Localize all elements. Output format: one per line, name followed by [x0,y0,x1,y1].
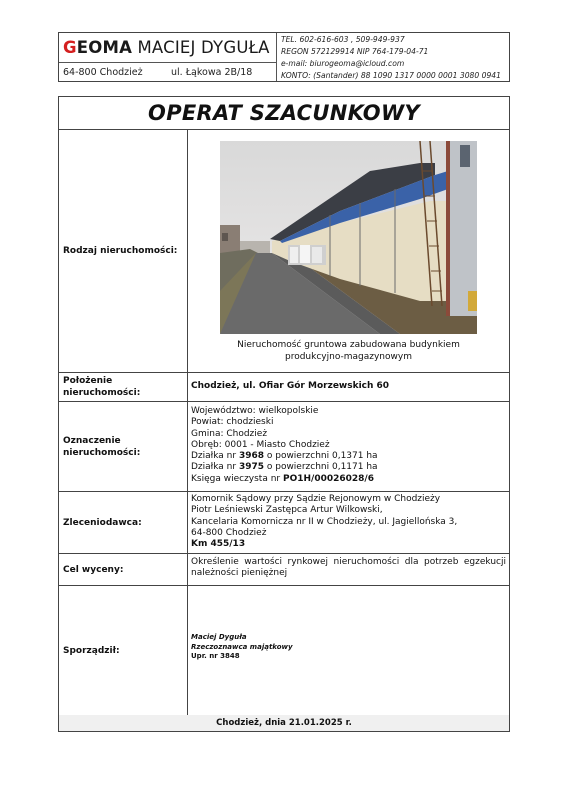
row-prepared-by [59,586,509,717]
signature-block [191,633,293,662]
caption-line-2: produkcyjno-magazynowym [285,352,412,362]
voivodeship: Województwo: wielkopolskie [191,406,319,416]
municipality: Gmina: Chodzież [191,428,268,439]
email: e-mail: biurogeoma@icloud.com [281,59,405,68]
photo-caption [188,339,509,363]
parcel-1-number: 3968 [238,451,264,462]
row-location [59,373,509,402]
label-designation-line-1: Oznaczenie [63,435,121,446]
label-purpose: Cel wyceny: [59,554,188,585]
license-number: Upr. nr 3848 [191,652,240,660]
company-brand [59,33,276,63]
value-prepared-by [188,586,509,716]
label-designation-line-2: nieruchomości: [63,447,141,458]
brand-owner: MACIEJ DYGUŁA [137,38,270,57]
parcel-1 [191,451,507,462]
place-date: Chodzież, dnia 21.01.2025 r. [216,718,352,728]
land-register-number: PO1H/00026028/6 [282,473,374,484]
client-line-4: 64-800 Chodzież [191,527,267,538]
parcel-1-area: o powierzchni 0,1371 ha [264,451,378,462]
row-purpose [59,554,509,586]
brand-rest: EOMA [76,38,133,57]
value-purpose: Określenie wartości rynkowej nieruchomości dla potrzeb egzekucji należności pieniężnej [191,557,506,579]
row-property-type [59,130,509,373]
label-prepared-by: Sporządził: [59,586,188,716]
place-date-footer [59,715,509,731]
label-property-type: Rodzaj nieruchomości: [59,130,188,372]
parcel-2-prefix: Działka nr [191,462,239,473]
document-title: OPERAT SZACUNKOWY [148,101,420,125]
precinct: Obręb: 0001 - Miasto Chodzież [191,439,330,450]
property-photo-illustration [220,141,477,334]
value-location: Chodzież, ul. Ofiar Gór Morzewskich 60 [191,381,390,392]
client-line-2: Piotr Leśniewski Zastępca Artur Wilkowski, [191,505,383,516]
client-line-1: Komornik Sądowy przy Sądzie Rejonowym w Chodzieży [191,494,441,504]
land-register [191,474,507,485]
phone: TEL. 602-616-603 , 509-949-937 [281,35,405,44]
county: Powiat: chodzieski [191,417,274,428]
parcel-2 [191,462,507,473]
letterhead-left [59,33,277,81]
land-register-prefix: Księga wieczysta nr [191,473,283,484]
label-client: Zleceniodawca: [59,492,188,553]
appraiser-title: Rzeczoznawca majątkowy [191,642,293,651]
label-designation [59,402,188,491]
appraiser-name: Maciej Dyguła [191,633,247,641]
appraisal-cover-table [58,96,510,732]
letterhead [58,32,510,82]
postal-code: 64-800 Chodzież [63,67,143,78]
case-number: Km 455/13 [191,539,246,550]
value-designation [188,402,509,491]
parcel-1-prefix: Działka nr [191,451,239,462]
title-row [59,97,509,130]
value-client [188,492,509,553]
value-property-type [188,130,509,372]
caption-line-1: Nieruchomość gruntowa zabudowana budynkiem [237,340,460,350]
label-location: Położenie nieruchomości: [59,373,188,401]
regon-nip: REGON 572129914 NIP 764-179-04-71 [281,47,429,56]
client-line-3: Kancelaria Komornicza nr II w Chodzieży, ul. Jagiellońska 3, [191,516,458,527]
company-address [59,63,276,82]
parcel-2-area: o powierzchni 0,1171 ha [264,462,378,473]
parcel-2-number: 3975 [238,462,264,473]
bank-account: KONTO: (Santander) 88 1090 1317 0000 0001 3080 0941 [281,71,501,80]
street-address: ul. Łąkowa 2B/18 [171,67,253,78]
property-photo [220,141,477,334]
brand-initial: G [63,38,77,57]
row-client [59,492,509,554]
contact-info [277,33,509,81]
row-designation [59,402,509,492]
